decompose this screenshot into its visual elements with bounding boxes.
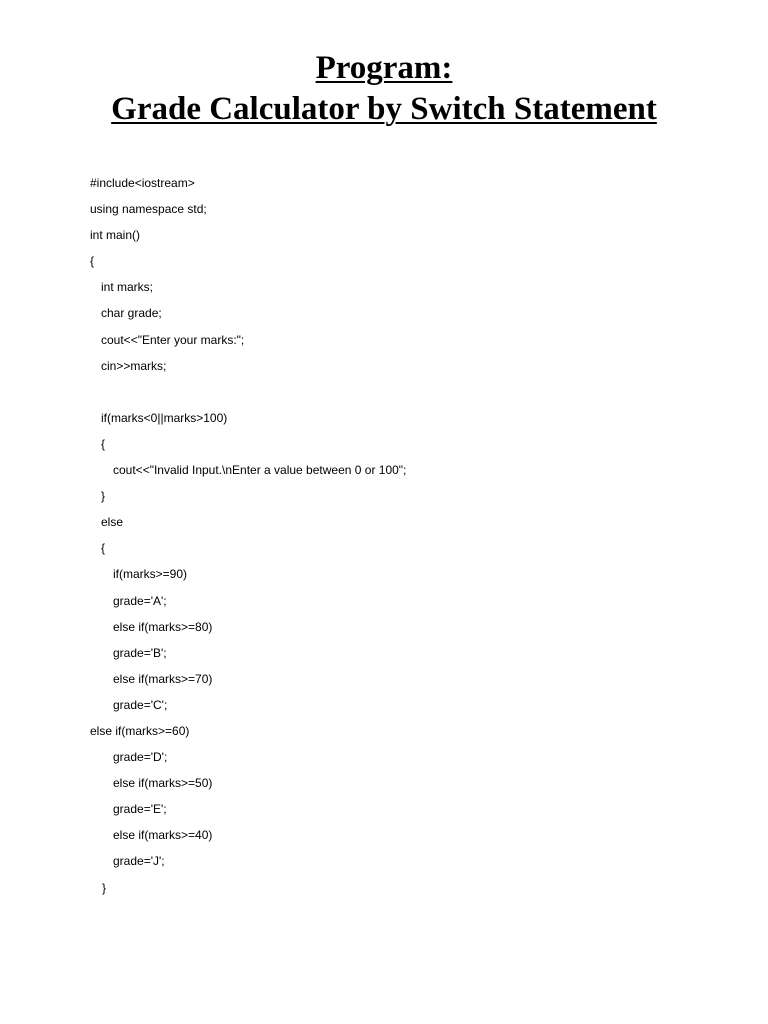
code-line: grade='B'; (113, 645, 167, 660)
code-line: grade='E'; (113, 802, 167, 817)
code-line: } (101, 489, 106, 504)
title-line-heading: Grade Calculator by Switch Statement (111, 91, 657, 127)
code-line: else (101, 515, 124, 530)
title-line-program: Program: (315, 50, 453, 86)
code-line: cout<<"Enter your marks:"; (101, 332, 245, 347)
code-line: #include<iostream> (90, 176, 195, 190)
code-line: grade='C'; (113, 697, 168, 712)
code-line: grade='A'; (113, 593, 167, 608)
code-line: int marks; (101, 280, 154, 295)
code-line: else if(marks>=80) (113, 619, 213, 634)
code-line: else if(marks>=40) (113, 828, 213, 843)
code-line: if(marks<0||marks>100) (101, 410, 228, 425)
code-line: if(marks>=90) (113, 567, 188, 582)
code-line: using namespace std; (90, 202, 207, 217)
code-line: else if(marks>=60) (90, 723, 190, 738)
code-line: else if(marks>=50) (113, 776, 213, 791)
page-title (0, 48, 768, 130)
code-line: grade='D'; (113, 750, 168, 765)
code-line: else if(marks>=70) (113, 671, 213, 686)
code-line: { (90, 254, 95, 269)
code-line: cin>>marks; (101, 358, 167, 373)
code-block (90, 172, 710, 903)
code-line: int main() (90, 228, 141, 243)
code-line: } (102, 880, 107, 895)
code-line: cout<<"Invalid Input.\nEnter a value between 0 or 100"; (113, 463, 407, 478)
code-line-blank (90, 381, 710, 407)
code-line: grade='J'; (113, 854, 165, 869)
code-line: char grade; (101, 306, 162, 321)
code-line: { (101, 541, 106, 556)
code-line: { (101, 436, 106, 451)
